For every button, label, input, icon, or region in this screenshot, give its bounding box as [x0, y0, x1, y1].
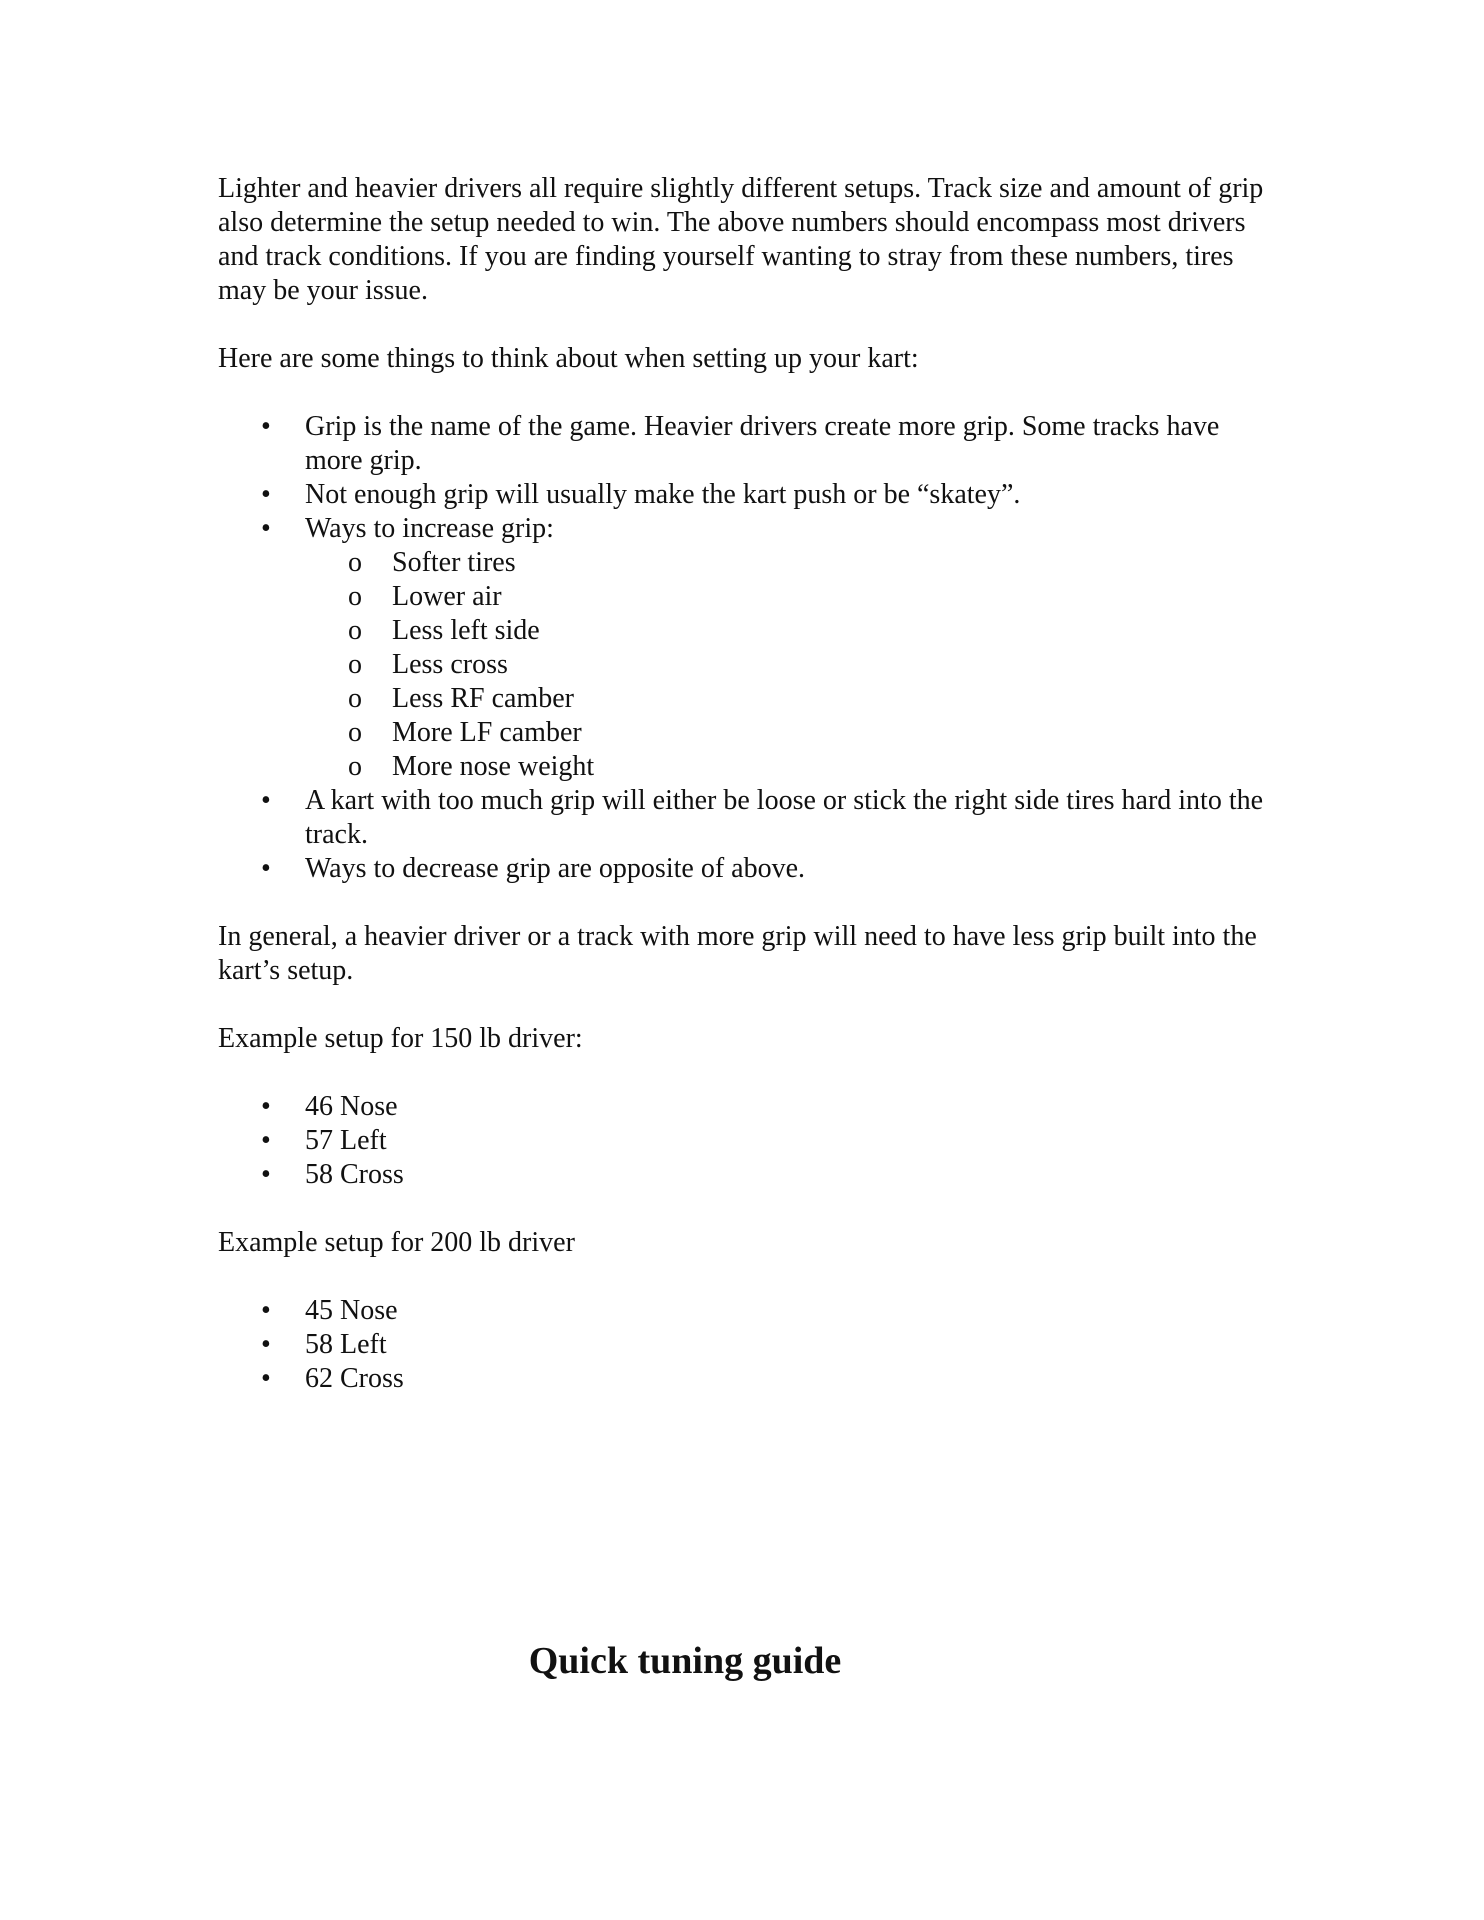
- bullet-icon: •: [261, 1329, 271, 1360]
- bullet-icon: •: [261, 513, 271, 544]
- list-item: [218, 512, 1268, 784]
- list-item-text: Ways to decrease grip are opposite of above.: [305, 853, 805, 884]
- list-item-text: 58 Left: [305, 1329, 387, 1360]
- list-item-text: Not enough grip will usually make the kart push or be “skatey”.: [305, 479, 1021, 510]
- sub-list-item: [305, 614, 1268, 648]
- sub-list-item-text: More LF camber: [392, 717, 582, 748]
- general-paragraph: In general, a heavier driver or a track with more grip will need to have less grip built into the kart’s setup.: [218, 921, 1257, 986]
- list-item: [218, 1362, 1268, 1396]
- list-item: [218, 1158, 1268, 1192]
- intro-paragraph: Lighter and heavier drivers all require slightly different setups. Track size and amount of grip also determine the setup needed to win. The above numbers should encompass most drivers and track conditions. If you are finding yourself wanting to stray from these numbers, tires may be your issue.: [218, 173, 1264, 306]
- bullet-icon: •: [261, 853, 271, 884]
- section-heading: Quick tuning guide: [528, 1640, 842, 1682]
- bullet-icon: •: [261, 411, 271, 442]
- list-item: [218, 784, 1268, 852]
- circle-bullet-icon: o: [348, 649, 362, 680]
- list-item-text: A kart with too much grip will either be loose or stick the right side tires hard into the track.: [305, 785, 1264, 850]
- sub-list-item-text: Softer tires: [392, 547, 516, 578]
- sub-list-item-text: Lower air: [392, 581, 502, 612]
- list-item: [218, 1294, 1268, 1328]
- increase-grip-list: [305, 546, 1268, 784]
- page-content: [218, 172, 1268, 1396]
- list-item-text: 46 Nose: [305, 1091, 398, 1122]
- setup-200-label: Example setup for 200 lb driver: [218, 1227, 575, 1258]
- grip-tips-list: [218, 410, 1268, 886]
- setup-150-list: [218, 1090, 1268, 1192]
- sub-list-item: [305, 648, 1268, 682]
- list-item: [218, 852, 1268, 886]
- bullet-icon: •: [261, 1159, 271, 1190]
- circle-bullet-icon: o: [348, 717, 362, 748]
- circle-bullet-icon: o: [348, 683, 362, 714]
- bullet-icon: •: [261, 785, 271, 816]
- circle-bullet-icon: o: [348, 751, 362, 782]
- things-intro: Here are some things to think about when setting up your kart:: [218, 343, 919, 374]
- bullet-icon: •: [261, 1363, 271, 1394]
- bullet-icon: •: [261, 1091, 271, 1122]
- circle-bullet-icon: o: [348, 547, 362, 578]
- sub-list-item-text: Less RF camber: [392, 683, 574, 714]
- sub-list-item: [305, 682, 1268, 716]
- circle-bullet-icon: o: [348, 615, 362, 646]
- sub-list-item-text: Less left side: [392, 615, 540, 646]
- list-item: [218, 1124, 1268, 1158]
- list-item-text: 45 Nose: [305, 1295, 398, 1326]
- bullet-icon: •: [261, 479, 271, 510]
- list-item: [218, 1090, 1268, 1124]
- bullet-icon: •: [261, 1125, 271, 1156]
- list-item-text: 58 Cross: [305, 1159, 404, 1190]
- sub-list-item-text: Less cross: [392, 649, 508, 680]
- list-item-text: 57 Left: [305, 1125, 387, 1156]
- sub-list-item: [305, 716, 1268, 750]
- list-item-text: 62 Cross: [305, 1363, 404, 1394]
- list-item-text: Grip is the name of the game. Heavier drivers create more grip. Some tracks have more grip.: [305, 411, 1220, 476]
- list-item: [218, 478, 1268, 512]
- list-item: [218, 1328, 1268, 1362]
- setup-150-label: Example setup for 150 lb driver:: [218, 1023, 583, 1054]
- list-item-text: Ways to increase grip:: [305, 513, 554, 544]
- sub-list-item-text: More nose weight: [392, 751, 595, 782]
- setup-200-list: [218, 1294, 1268, 1396]
- sub-list-item: [305, 580, 1268, 614]
- circle-bullet-icon: o: [348, 581, 362, 612]
- bullet-icon: •: [261, 1295, 271, 1326]
- list-item: [218, 410, 1268, 478]
- sub-list-item: [305, 750, 1268, 784]
- sub-list-item: [305, 546, 1268, 580]
